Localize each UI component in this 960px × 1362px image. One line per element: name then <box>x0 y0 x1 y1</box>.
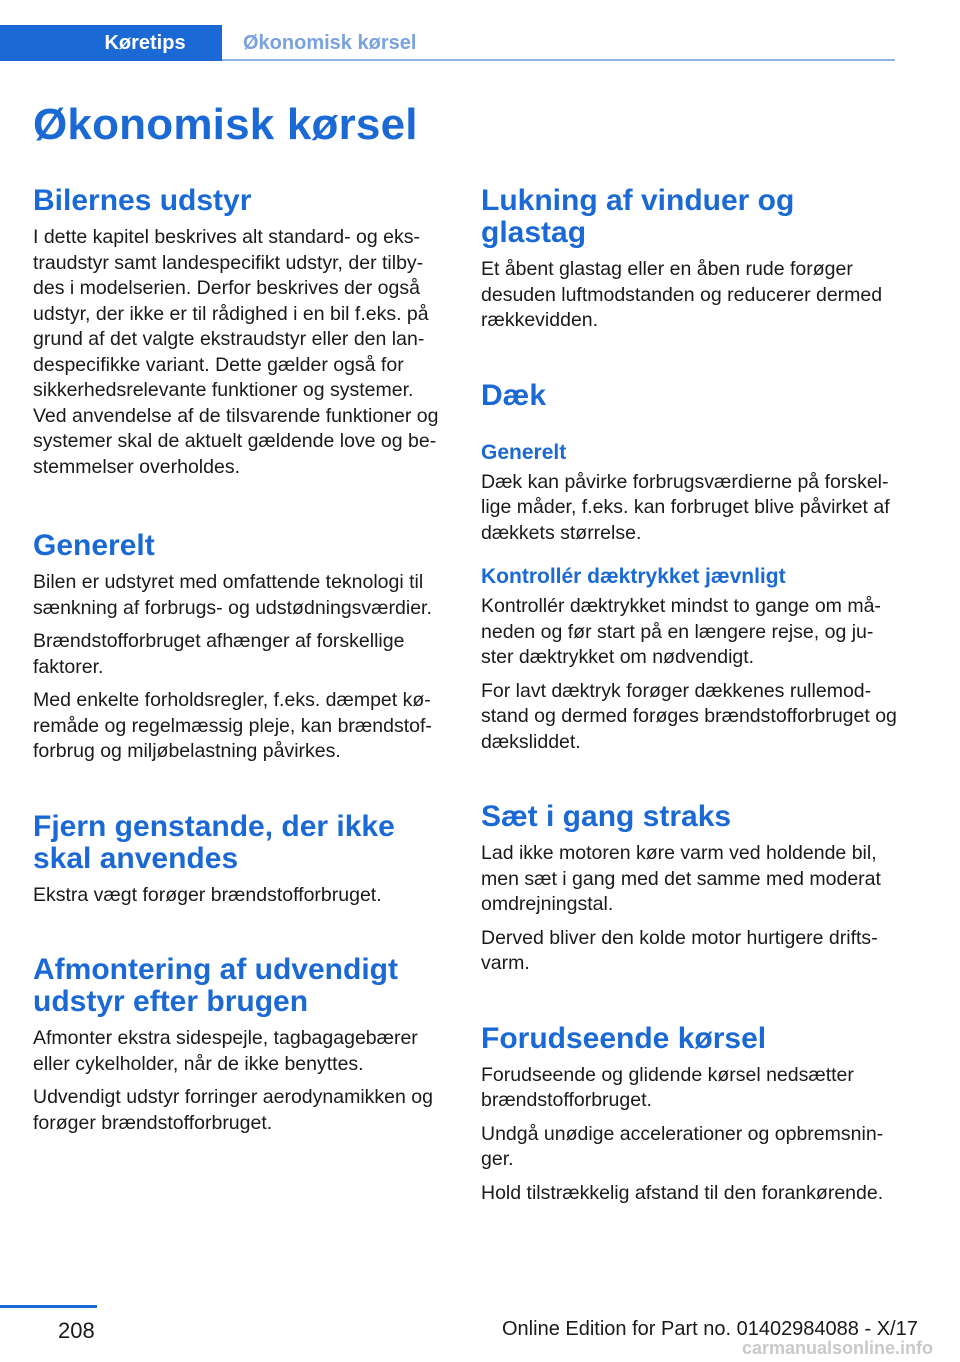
section-heading-saet-i-gang: Sæt i gang straks <box>481 800 732 833</box>
paragraph: Hold tilstrækkelig afstand til den forankørende. <box>481 1181 884 1204</box>
section-heading-generelt: Generelt <box>33 529 155 562</box>
paragraph: I dette kapitel beskrives alt standard- og ekstraudstyr samt landespecifikt udstyr, der tilbydes i modelserien. Derfor beskrives der også udstyr, der ikke er til rådighed i en bil f.eks. på grund af det valgte ekstraudstyr eller den landespecifikke variant. Dette gælder også for sikkerhedsrelevante funktioner og systemer. Ved anvendelse af de tilsvarende funktioner og systemer skal de aktuelt gældende love og bestemmelser overholdes. <box>33 226 439 478</box>
header-divider <box>222 59 895 61</box>
paragraph: Udvendigt udstyr forringer aerodynamikken og forøger brændstofforbruget. <box>33 1086 433 1134</box>
paragraph: Undgå unødige accelerationer og opbremsninger. <box>481 1122 884 1170</box>
footer-rule <box>0 1305 97 1308</box>
section-heading-bilernes-udstyr: Bilernes udstyr <box>33 184 252 217</box>
paragraph: Bilen er udstyret med omfattende teknologi til sænkning af forbrugs- og udstødningsværdier. <box>33 571 432 619</box>
tab-koeretips[interactable] <box>0 25 222 61</box>
section-heading-lukning: Lukning af vinduer og glastag <box>481 184 795 249</box>
paragraph: Forudseende og glidende kørsel nedsætter brændstofforbruget. <box>481 1063 854 1111</box>
subheading-kontroller-daektryk: Kontrollér dæktrykket jævnligt <box>481 565 786 588</box>
paragraph: Derved bliver den kolde motor hurtigere driftsvarm. <box>481 926 878 974</box>
paragraph: Dæk kan påvirke forbrugsværdierne på forskellige måder, f.eks. kan forbruget blive påvirket af dækkets størrelse. <box>481 470 890 544</box>
paragraph: Lad ikke motoren køre varm ved holdende bil, men sæt i gang med det samme med moderat omdrejningstal. <box>481 842 881 915</box>
section-heading-daek: Dæk <box>481 378 547 412</box>
section-heading-fjern-genstande: Fjern genstande, der ikke skal anvendes <box>33 809 395 875</box>
paragraph: Brændstofforbruget afhænger af forskellige faktorer. <box>33 630 405 678</box>
paragraph: For lavt dæktryk forøger dækkenes rullemodstand og dermed forøges brændstofforbruget og dæksliddet. <box>481 679 897 753</box>
section-heading-forudseende: Forudseende kørsel <box>481 1021 767 1055</box>
tab-oekonomisk-koersel[interactable]: Økonomisk kørsel <box>243 32 417 54</box>
paragraph: Afmonter ekstra sidespejle, tagbagagebærer eller cykelholder, når de ikke benyttes. <box>33 1027 418 1075</box>
left-column <box>33 185 448 1136</box>
edition-note: Online Edition for Part no. 01402984088 - X/17 <box>502 1318 918 1340</box>
paragraph: Et åbent glastag eller en åben rude forøger desuden luftmodstanden og reducerer dermed rækkevidden. <box>481 258 883 331</box>
paragraph: Med enkelte forholdsregler, f.eks. dæmpet køremåde og regelmæssig pleje, kan brændstofforbrug og miljøbelastning påvirkes. <box>33 689 432 762</box>
tab-koeretips-label: Køretips <box>104 31 186 54</box>
subheading-generelt: Generelt <box>481 440 567 464</box>
header-tabbar <box>0 25 895 61</box>
page-number: 208 <box>58 1318 95 1343</box>
paragraph: Ekstra vægt forøger brændstofforbruget. <box>33 883 382 906</box>
paragraph: Kontrollér dæktrykket mindst to gange om måneden og før start på en længere rejse, og juster dæktrykket om nødvendigt. <box>481 595 881 668</box>
watermark: carmanualsonline.info <box>742 1338 934 1358</box>
section-heading-afmontering: Afmontering af udvendigt udstyr efter brugen <box>33 953 398 1018</box>
right-column <box>481 185 899 1206</box>
page-title: Økonomisk kørsel <box>33 100 418 149</box>
